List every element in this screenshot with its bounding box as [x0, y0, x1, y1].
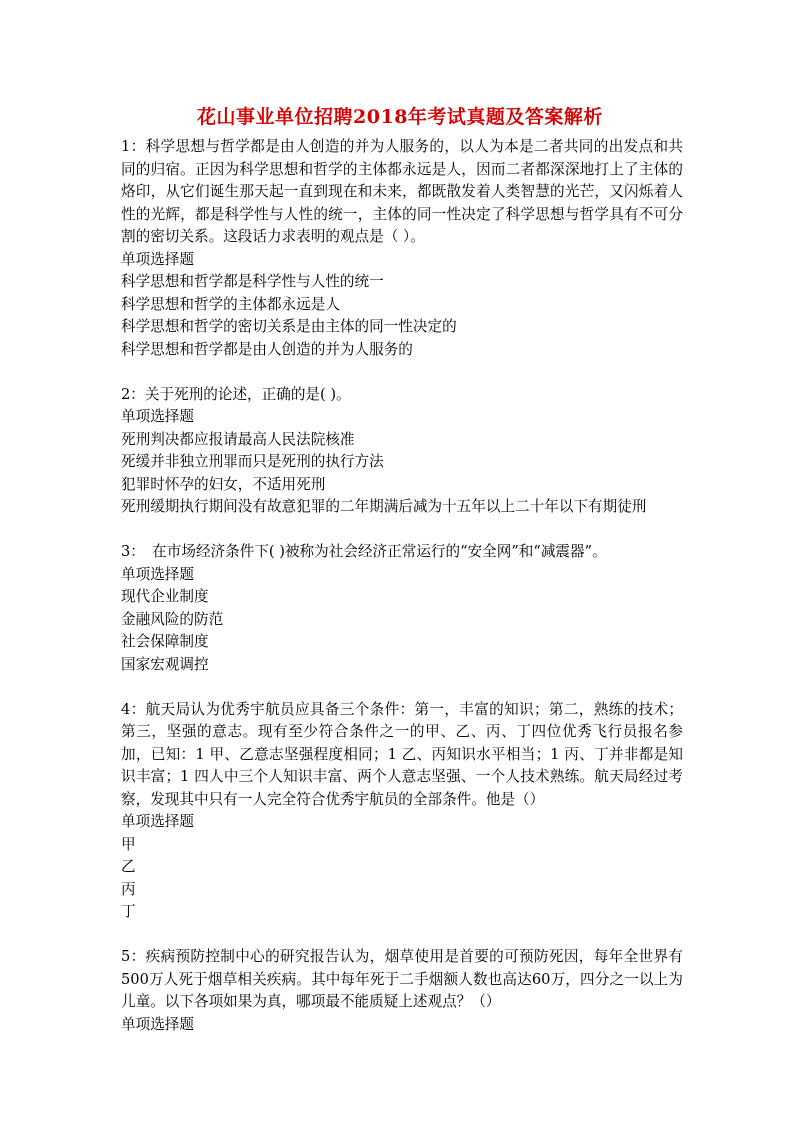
answer-option: 科学思想和哲学都是科学性与人性的统一: [121, 273, 384, 290]
question-type-label: 单项选择题: [121, 250, 194, 268]
question-list: [121, 136, 683, 1059]
answer-option: 金融风险的防范: [121, 610, 224, 628]
answer-option: 甲: [121, 835, 136, 853]
question-stem: 2：关于死刑的论述，正确的是( )。: [121, 385, 351, 403]
answer-option: 犯罪时怀孕的妇女，不适用死刑: [121, 475, 326, 493]
answer-option: 乙: [121, 858, 136, 875]
answer-option: 科学思想和哲学的密切关系是由主体的同一性决定的: [121, 318, 457, 335]
answer-option: 丙: [121, 880, 136, 898]
question-stem: 5：疾病预防控制中心的研究报告认为，烟草使用是首要的可预防死因，每年全世界有500万人死于烟草相关疾病。其中每年死于二手烟额人数也高达60万，四分之一以上为儿童。以下各项如果为真，哪项最不能质疑上述观点？（）: [121, 948, 683, 1010]
question-type-label: 单项选择题: [121, 813, 194, 830]
question-type-label: 单项选择题: [121, 408, 194, 425]
question-stem: 3： 在市场经济条件下( )被称为社会经济正常运行的“安全网”和“减震器”。: [121, 543, 607, 560]
question-stem: 4：航天局认为优秀宇航员应具备三个条件：第一，丰富的知识；第二，熟练的技术；第三，坚强的意志。现有至少符合条件之一的甲、乙、丙、丁四位优秀飞行员报名参加，已知：1 甲、乙意志坚强程度相同；1 乙、丙知识水平相当；1 丙、丁并非都是知识丰富；1 四人中三个人知识丰富、两个人意志坚强、一个人技术熟练。航天局经过考察，发现其中只有一人完全符合优秀宇航员的全部条件。他是（）: [121, 700, 683, 808]
question-2: [121, 384, 683, 519]
question-3: [121, 541, 683, 676]
answer-option: 科学思想和哲学的主体都永远是人: [121, 295, 340, 313]
answer-option: 现代企业制度: [121, 588, 209, 605]
answer-option: 国家宏观调控: [121, 655, 209, 673]
question-5: [121, 946, 683, 1036]
question-4: [121, 699, 683, 924]
answer-option: 科学思想和哲学都是由人创造的并为人服务的: [121, 340, 413, 358]
answer-option: 社会保障制度: [121, 633, 209, 650]
answer-option: 死刑判决都应报请最高人民法院核准: [121, 430, 355, 448]
answer-option: 死刑缓期执行期间没有故意犯罪的二年期满后减为十五年以上二十年以下有期徒刑: [121, 498, 647, 515]
answer-option: 死缓并非独立刑罪而只是死刑的执行方法: [121, 453, 384, 470]
question-1: [121, 136, 683, 361]
answer-option: 丁: [121, 903, 136, 920]
question-type-label: 单项选择题: [121, 1015, 194, 1033]
document-title: 花山事业单位招聘2018年考试真题及答案解析: [197, 106, 603, 128]
question-stem: 1：科学思想与哲学都是由人创造的并为人服务的，以人为本是二者共同的出发点和共同的归宿。正因为科学思想和哲学的主体都永远是人，因而二者都深深地打上了主体的烙印，从它们诞生那天起一直到现在和未来，都既散发着人类智慧的光芒，又闪烁着人性的光辉，都是科学性与人性的统一，主体的同一性决定了科学思想与哲学具有不可分割的密切关系。这段话力求表明的观点是（ ）。: [121, 138, 683, 245]
question-type-label: 单项选择题: [121, 565, 194, 583]
